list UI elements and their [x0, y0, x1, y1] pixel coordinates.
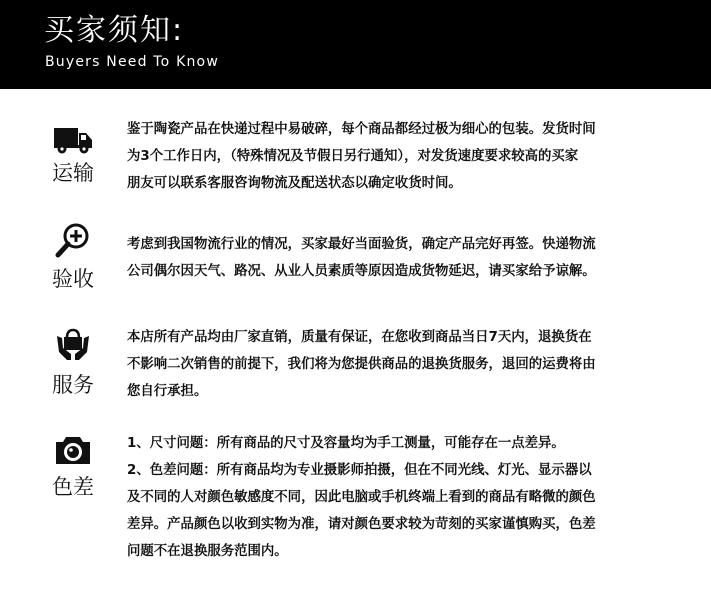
- text-line: 差异。产品颜色以收到实物为准，请对颜色要求较为苛刻的买家谨慎购买，色差: [127, 517, 596, 532]
- section-text: [127, 324, 667, 405]
- text-line: 鉴于陶瓷产品在快递过程中易破碎，每个商品都经过极为细心的包装。发货时间: [127, 122, 596, 137]
- text-line: 朋友可以联系客服咨询物流及配送状态以确定收货时间。: [127, 176, 462, 191]
- header-banner: [0, 0, 711, 89]
- text-line: 2、色差问题：所有商品均为专业摄影师拍摄，但在不同光线、灯光、显示器以: [127, 463, 592, 478]
- truck-icon: [52, 122, 94, 158]
- section-color-difference: [0, 430, 711, 580]
- text-line: 1、尺寸问题：所有商品的尺寸及容量均为手工测量，可能存在一点差异。: [127, 436, 565, 451]
- text-line: 及不同的人对颜色敏感度不同，因此电脑或手机终端上看到的商品有略微的颜色: [127, 490, 596, 505]
- section-text: [127, 116, 667, 197]
- section-service: [0, 324, 711, 404]
- section-label: 运输: [52, 161, 94, 185]
- text-line: 公司偶尔因天气、路况、从业人员素质等原因造成货物延迟，请买家给予谅解。: [127, 264, 596, 279]
- section-inspection: [0, 222, 711, 302]
- section-label: 色差: [52, 475, 94, 499]
- text-line: 本店所有产品均由厂家直销，质量有保证，在您收到商品当日7天内，退换货在: [127, 330, 592, 345]
- camera-icon: [52, 432, 94, 468]
- page-subtitle: Buyers Need To Know: [45, 54, 219, 70]
- hands-bag-icon: [52, 326, 94, 362]
- text-line: 为3个工作日内，（特殊情况及节假日另行通知），对发货速度要求较高的买家: [127, 149, 579, 164]
- page-title: 买家须知:: [44, 13, 185, 48]
- section-label: 验收: [52, 267, 94, 291]
- section-shipping: [0, 110, 711, 205]
- section-label: 服务: [52, 373, 94, 397]
- magnifier-plus-icon: [52, 222, 94, 258]
- text-line: 不影响二次销售的前提下，我们将为您提供商品的退换货服务，退回的运费将由: [127, 357, 596, 372]
- section-text: [127, 231, 667, 285]
- text-line: 问题不在退换服务范围内。: [127, 544, 288, 559]
- text-line: 您自行承担。: [127, 384, 208, 399]
- section-text: [127, 430, 667, 565]
- text-line: 考虑到我国物流行业的情况，买家最好当面验货，确定产品完好再签。快递物流: [127, 237, 596, 252]
